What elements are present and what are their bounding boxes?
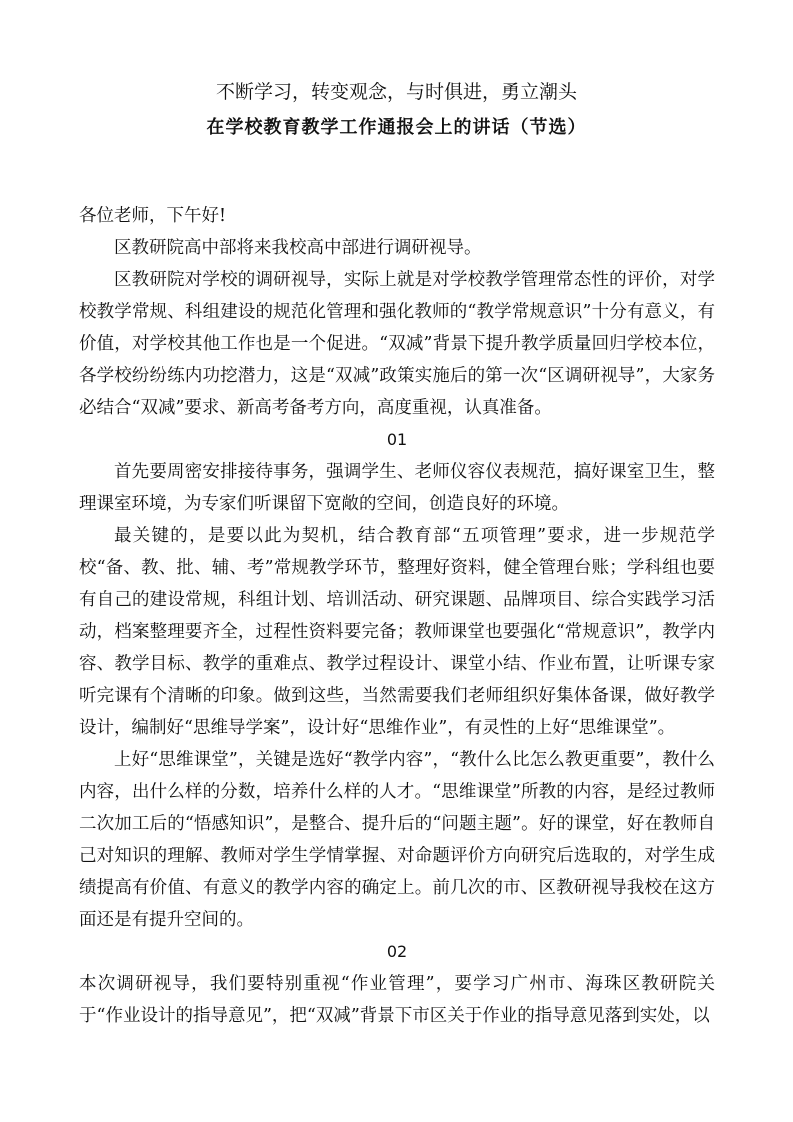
section-heading-01: 01 bbox=[386, 430, 408, 449]
paragraph-2: 区教研院对学校的调研视导，实际上就是对学校教学管理常态性的评价，对学校教学常规、科组建设的规范化管理和强化教师的“教学常规意识”十分有意义，有价值，对学校其他工作也是一个促进。“双减”背景下提升教学质量回归学校本位，各学校纷纷练内功挖潜力，这是“双减”政策实施后的第一次“区调研视导”，大家务必结合“双减”要求、新高考备考方向，高度重视，认真准备。 bbox=[79, 270, 715, 418]
document-body bbox=[79, 200, 715, 1032]
document-title: 不断学习，转变观念，与时俱进，勇立潮头 bbox=[215, 81, 577, 103]
paragraph-5: 上好“思维课堂”，关键是选好“教学内容”，“教什么比怎么教更重要”，教什么内容，出什么样的分数，培养什么样的人才。“思维课堂”所教的内容，是经过教师二次加工后的“悟感知识”，是整合、提升后的“问题主题”。好的课堂，好在教师自己对知识的理解、教师对学生学情掌握、对命题评价方向研究后选取的，对学生成绩提高有价值、有意义的教学内容的确定上。前几次的市、区教研视导我校在这方面还是有提升空间的。 bbox=[79, 750, 715, 930]
greeting: 各位老师，下午好! bbox=[79, 206, 227, 226]
paragraph-4: 最关键的，是要以此为契机，结合教育部“五项管理”要求，进一步规范学校“备、教、批、辅、考”常规教学环节，整理好资料，健全管理台账；学科组也要有自己的建设常规，科组计划、培训活动、研究课题、品牌项目、综合实践学习活动，档案整理要齐全，过程性资料要完备；教师课堂也要强化“常规意识”，教学内容、教学目标、教学的重难点、教学过程设计、课堂小结、作业布置，让听课专家听完课有个清晰的印象。做到这些，当然需要我们老师组织好集体备课，做好教学设计，编制好“思维导学案”，设计好“思维作业”，有灵性的上好“思维课堂”。 bbox=[79, 526, 715, 738]
paragraph-3: 首先要周密安排接待事务，强调学生、老师仪容仪表规范，搞好课室卫生，整理课室环境，为专家们听课留下宽敞的空间，创造良好的环境。 bbox=[79, 462, 715, 514]
section-heading-02: 02 bbox=[386, 942, 408, 961]
paragraph-1: 区教研院高中部将来我校高中部进行调研视导。 bbox=[114, 238, 482, 258]
document-subtitle: 在学校教育教学工作通报会上的讲话（节选） bbox=[206, 117, 587, 138]
paragraph-6: 本次调研视导，我们要特别重视“作业管理”，要学习广州市、海珠区教研院关于“作业设计的指导意见”，把“双减”背景下市区关于作业的指导意见落到实处，以 bbox=[79, 974, 715, 1026]
